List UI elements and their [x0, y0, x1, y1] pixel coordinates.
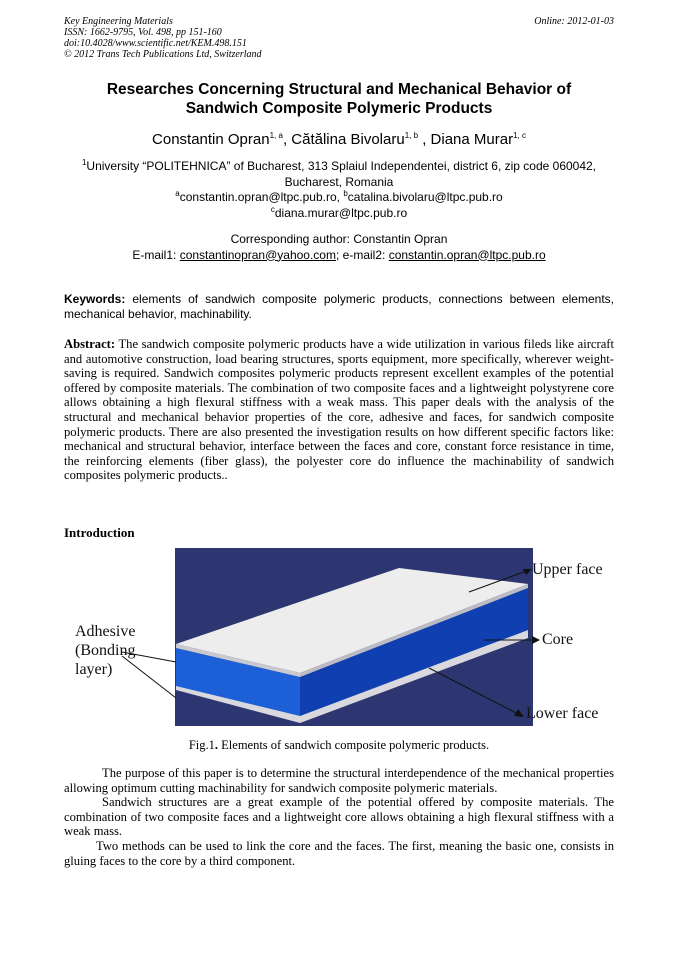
email-sup: b	[343, 189, 348, 198]
figure-caption	[64, 738, 614, 753]
email-sup: a	[175, 189, 180, 198]
abstract-text: The sandwich composite polymeric products have a wide utilization in various fileds like aircraft and automotive construction, load bearing structures, sports equipment, more specifically, wherever weight-saving is required. Sandwich composites polymeric products represent excellent examples of the potential offered by composite materials. The combination of two composite faces and a lightweight polystyrene core allows obtaining a high flexural stiffness with a weak mass. This paper deals with the analysis of the structural and mechanical behavior properties of the core, adhesive and faces, for sandwich composite polymeric products. There are also presented the investigation results on how different specific factors like: mechanical and structural behavior, interface between the faces and core, constant force resistance in time, the reinforcing elements (fiber glass), the polyester core do influence the machinability of sandwich composites polymeric products..	[64, 337, 614, 483]
journal-name: Key Engineering Materials	[64, 16, 173, 27]
abstract-label: Abstract:	[64, 337, 116, 351]
abstract-block	[64, 337, 614, 483]
paragraph: Two methods can be used to link the core and the faces. The first, meaning the basic one, consists in gluing faces to the core by a third component.	[64, 838, 614, 868]
author-name: Cătălina Bivolaru	[291, 131, 405, 148]
label-adhesive-line: Adhesive	[75, 623, 136, 640]
affiliation-line-2: Bucharest, Romania	[284, 174, 394, 189]
corresponding-author: Corresponding author: Constantin Opran	[230, 232, 448, 246]
label-upper-face: Upper face	[532, 561, 603, 578]
author-name: Constantin Opran	[152, 131, 270, 148]
issn-line: ISSN: 1662-9795, Vol. 498, pp 151-160	[64, 27, 222, 38]
label-adhesive-line: (Bonding	[75, 642, 136, 659]
affiliation-line-1: University “POLITEHNICA” of Bucharest, 313 Splaiul Independentei, district 6, zip code 060042,	[86, 159, 597, 173]
paragraph: Sandwich structures are a great example of the potential offered by composite materials. The combination of two composite faces and a lightweight core allows obtaining a high flexural stiffness with a weak mass.	[64, 795, 614, 839]
section-heading-introduction: Introduction	[64, 525, 135, 540]
author-affil-sup: 1, c	[513, 131, 526, 140]
corresponding-author-block	[64, 232, 614, 263]
email-b[interactable]: catalina.bivolaru@ltpc.pub.ro	[347, 190, 503, 204]
email-separator: ; e-mail2:	[335, 247, 386, 262]
author-list: Constantin Opran$^{1, a}$, Cătălina Bivolaru$^{1, b}$ , Diana Murar$^{1, c}$	[152, 131, 526, 148]
caption-dot: .	[214, 738, 219, 752]
keywords-block	[64, 292, 614, 322]
author-affil-sup: 1, b	[404, 131, 419, 140]
journal-header	[64, 16, 262, 60]
author-affil-sup: 1, a	[269, 131, 283, 140]
email2-link[interactable]: constantin.opran@ltpc.pub.ro	[388, 247, 546, 262]
core-arrowhead	[532, 636, 540, 644]
affiliation-sup: 1	[81, 158, 87, 167]
author-name: Diana Murar	[430, 131, 514, 148]
label-adhesive	[75, 622, 135, 679]
keywords-label: Keywords:	[64, 292, 126, 306]
keywords-text: elements of sandwich composite polymeric products, connections between elements, mechanical behavior, machinability.	[64, 292, 614, 321]
intro-paragraphs	[64, 766, 614, 868]
paragraph: The purpose of this paper is to determine the structural interdependence of the mechanical properties allowing optimum cutting machinability for sandwich composite polymeric materials.	[64, 766, 614, 795]
label-core: Core	[542, 631, 574, 648]
caption-text: Elements of sandwich composite polymeric products.	[218, 738, 490, 752]
online-date: Online: 2012-01-03	[534, 16, 614, 27]
caption-prefix: Fig.1	[188, 738, 215, 752]
email1-link[interactable]: constantinopran@yahoo.com	[179, 247, 336, 262]
email-a[interactable]: constantin.opran@ltpc.pub.ro,	[179, 190, 340, 204]
copyright-line: © 2012 Trans Tech Publications Ltd, Switzerland	[64, 49, 262, 60]
title-line-1: Researches Concerning Structural and Mechanical Behavior of	[106, 81, 572, 98]
affiliation-block	[64, 159, 614, 221]
doi-line: doi:10.4028/www.scientific.net/KEM.498.151	[64, 38, 247, 49]
label-adhesive-line: layer)	[75, 661, 113, 678]
email-c[interactable]: diana.murar@ltpc.pub.ro	[274, 205, 408, 220]
email-sup: c	[270, 204, 275, 214]
figure-1	[64, 540, 624, 738]
label-lower-face: Lower face	[526, 705, 599, 722]
title-line-2: Sandwich Composite Polymeric Products	[185, 100, 493, 117]
paper-title	[64, 80, 614, 118]
email1-label: E-mail1:	[132, 247, 177, 262]
